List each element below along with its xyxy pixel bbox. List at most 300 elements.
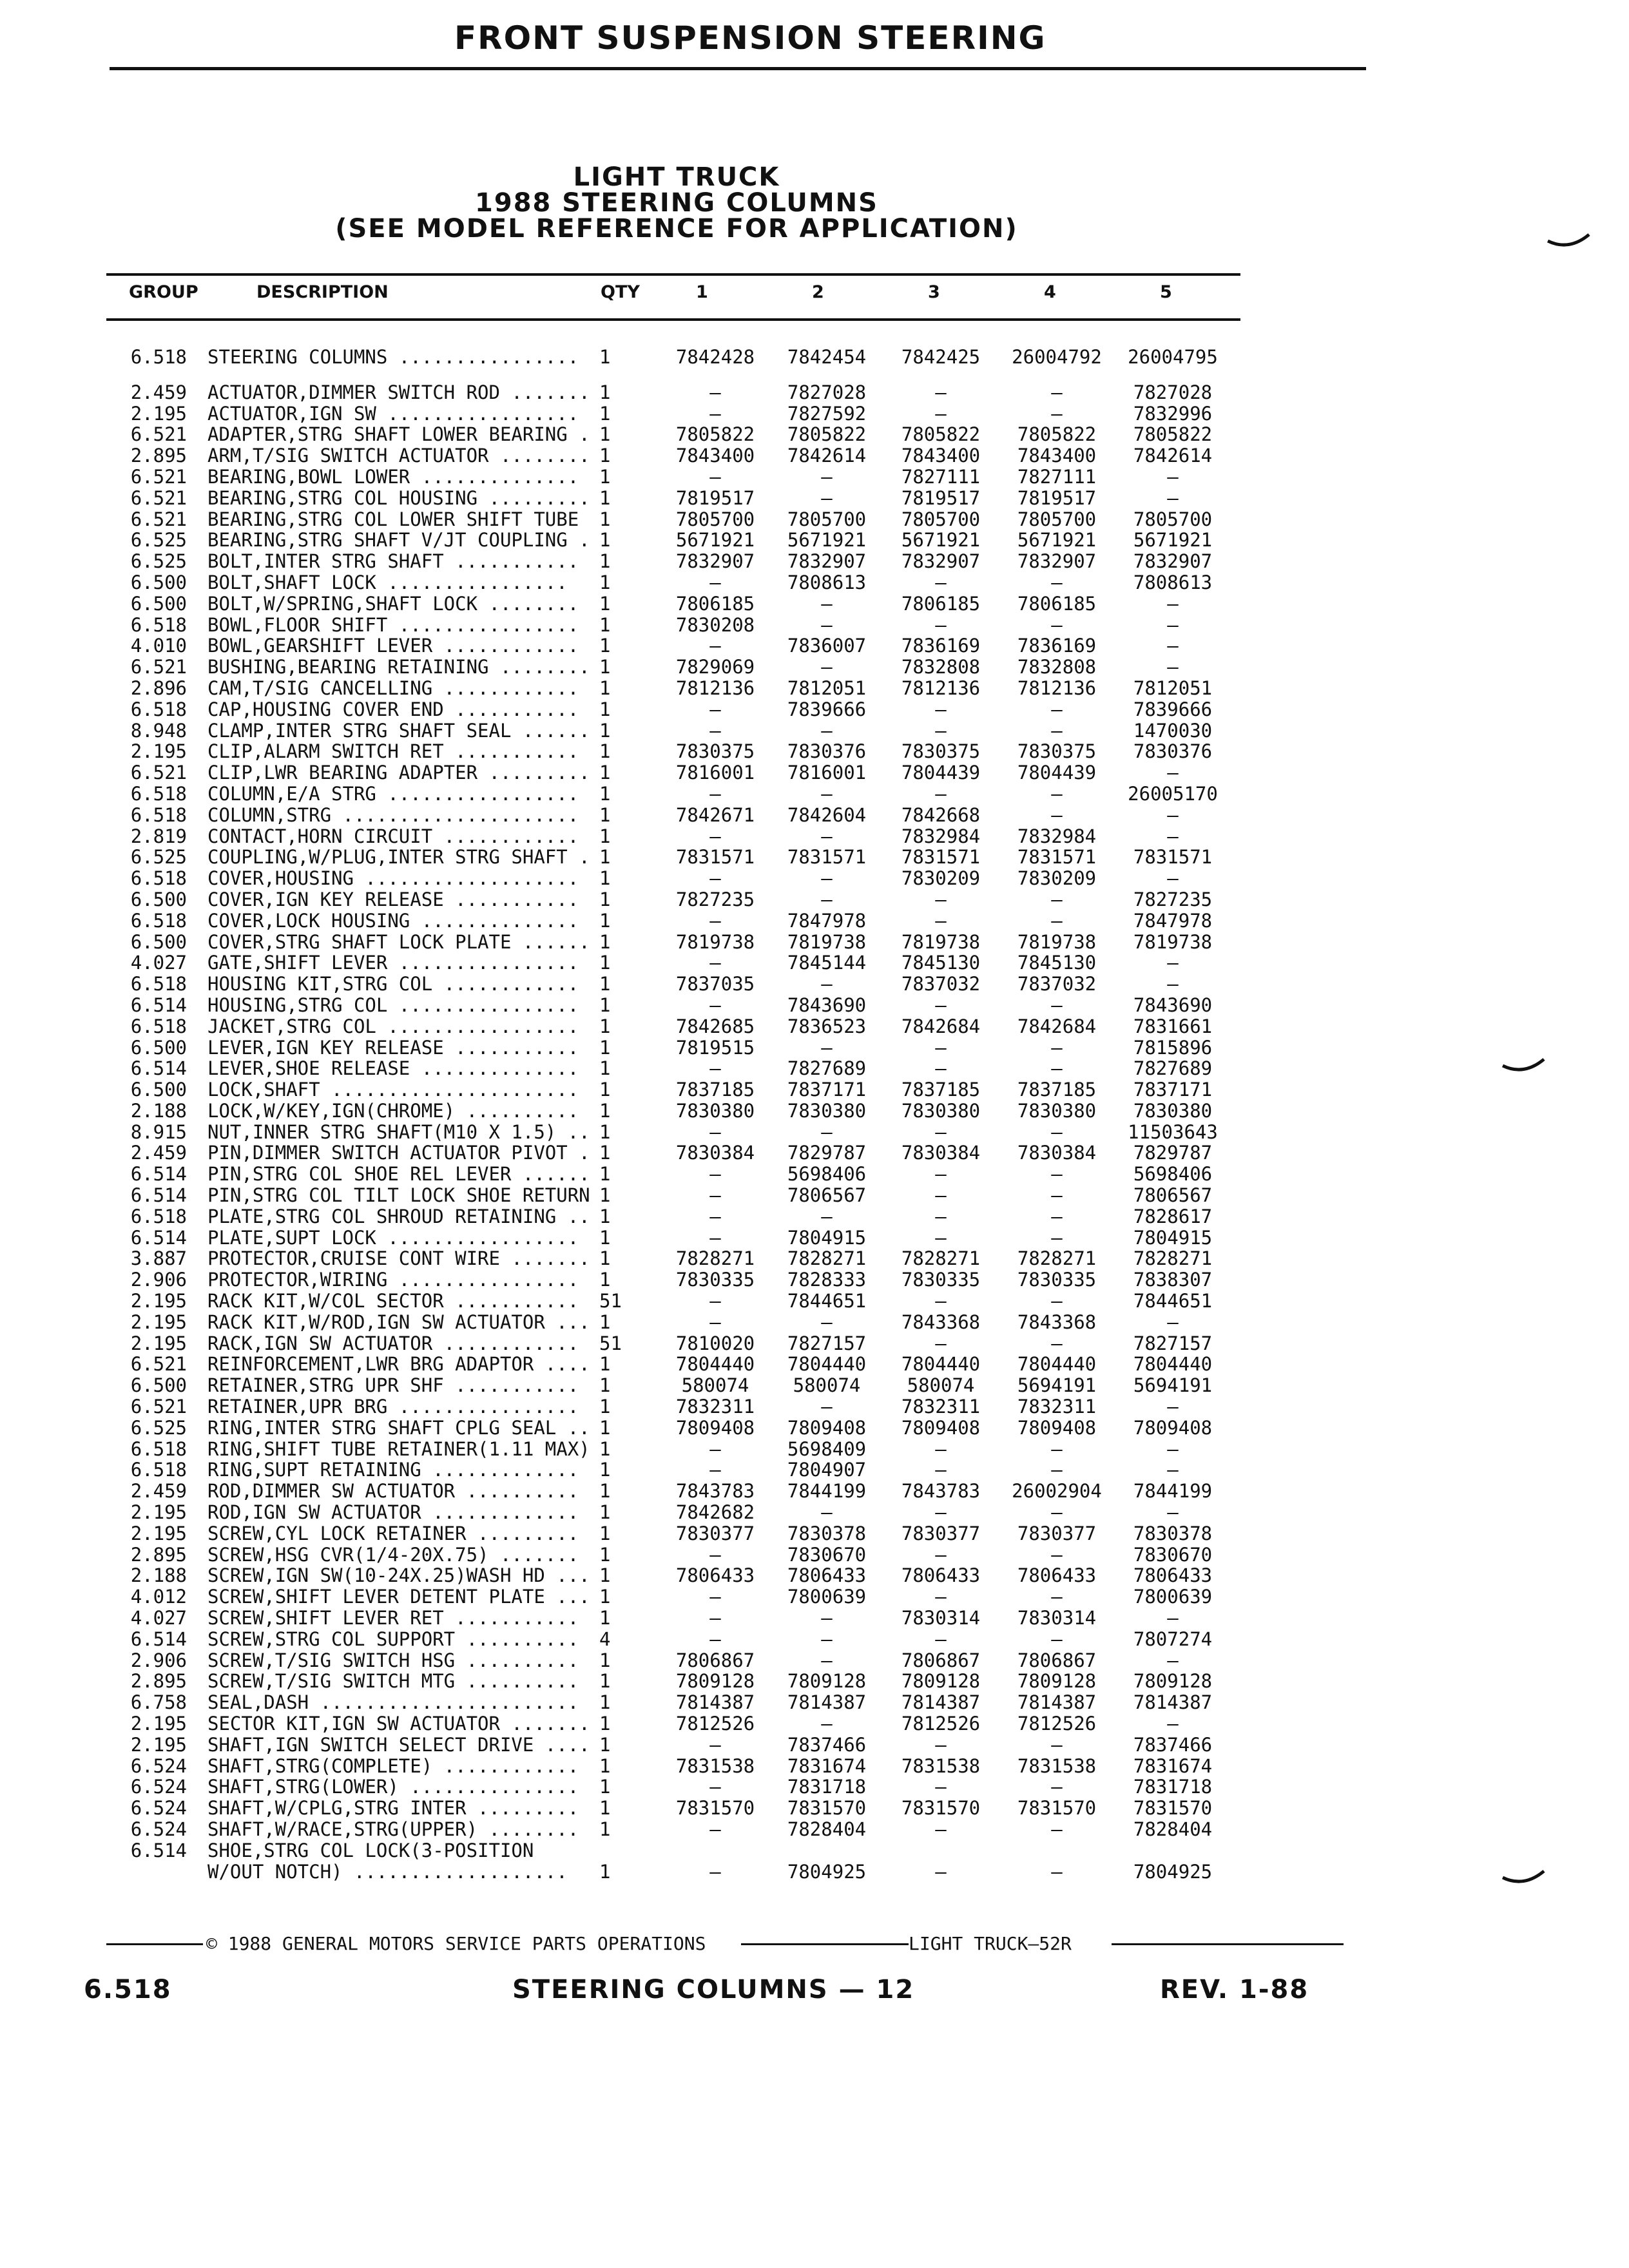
- row-qty: 1: [599, 1860, 611, 1883]
- row-part-3: —: [935, 1628, 947, 1650]
- row-part-1: 7810020: [675, 1332, 755, 1354]
- table-row: [0, 347, 1629, 368]
- table-row: [0, 1354, 1629, 1375]
- row-part-1: 7814387: [675, 1691, 755, 1714]
- row-qty: 1: [599, 1501, 611, 1524]
- table-row: [0, 1079, 1629, 1100]
- row-group: 2.195: [130, 1522, 187, 1544]
- row-part-3: —: [935, 719, 947, 742]
- row-group: 6.514: [130, 1163, 187, 1186]
- row-part-5: 7830380: [1133, 1099, 1213, 1122]
- row-part-5: 26005170: [1128, 782, 1218, 805]
- table-row: [0, 382, 1629, 403]
- row-part-5: 7827235: [1133, 888, 1213, 910]
- row-group: 2.195: [130, 402, 187, 425]
- row-qty: 1: [599, 423, 611, 446]
- row-part-4: 5694191: [1017, 1374, 1097, 1397]
- row-description: SHAFT,STRG(COMPLETE) ............: [207, 1755, 579, 1777]
- row-group: 6.514: [130, 1839, 187, 1861]
- row-qty: 1: [599, 973, 611, 995]
- row-group: 6.500: [130, 571, 187, 593]
- row-group: 6.758: [130, 1691, 187, 1714]
- footer-copyright: © 1988 GENERAL MOTORS SERVICE PARTS OPERATIONS: [206, 1933, 706, 1954]
- row-part-2: —: [821, 613, 833, 636]
- row-part-4: 7832808: [1017, 656, 1097, 678]
- row-qty: 1: [599, 1607, 611, 1629]
- row-part-4: 7830209: [1017, 867, 1097, 890]
- row-part-5: 7806433: [1133, 1564, 1213, 1587]
- row-part-2: 7828333: [787, 1269, 867, 1291]
- row-part-2: 7827157: [787, 1332, 867, 1354]
- row-qty: 1: [599, 1670, 611, 1693]
- row-part-4: 7812526: [1017, 1713, 1097, 1735]
- row-part-1: 7830208: [675, 613, 755, 636]
- table-row: [0, 403, 1629, 425]
- row-part-1: 7806867: [675, 1649, 755, 1671]
- row-part-5: —: [1167, 613, 1179, 636]
- row-part-5: 7844199: [1133, 1480, 1213, 1503]
- col-head-2: 2: [812, 282, 824, 302]
- row-qty: 51: [599, 1290, 622, 1312]
- row-group: 6.500: [130, 930, 187, 953]
- row-group: 6.518: [130, 1015, 187, 1037]
- row-description: RACK KIT,W/COL SECTOR ...........: [207, 1291, 579, 1312]
- row-part-2: 7831674: [787, 1754, 867, 1777]
- row-description: BEARING,STRG SHAFT V/JT COUPLING .: [207, 530, 590, 552]
- table-row: [0, 1544, 1629, 1566]
- row-part-2: 7832907: [787, 550, 867, 573]
- row-part-1: —: [709, 1459, 721, 1481]
- table-row: [0, 488, 1629, 509]
- row-description: BOWL,FLOOR SHIFT ................: [207, 614, 579, 636]
- row-part-4: 7842684: [1017, 1015, 1097, 1037]
- row-group: 2.459: [130, 1480, 187, 1503]
- row-description: RING,SUPT RETAINING .............: [207, 1459, 579, 1481]
- row-part-5: 7804915: [1133, 1226, 1213, 1249]
- row-part-2: 7804925: [787, 1860, 867, 1883]
- row-group: 6.500: [130, 592, 187, 615]
- footer-page: STEERING COLUMNS — 12: [512, 1975, 915, 2004]
- row-part-2: 7831571: [787, 846, 867, 869]
- table-row: [0, 1100, 1629, 1122]
- row-part-5: —: [1167, 486, 1179, 509]
- row-part-2: 7805700: [787, 508, 867, 530]
- row-part-3: 7830377: [901, 1522, 981, 1544]
- row-part-5: 7844651: [1133, 1290, 1213, 1312]
- row-part-1: 7830375: [675, 740, 755, 763]
- row-part-5: 7838307: [1133, 1269, 1213, 1291]
- row-part-1: 7819517: [675, 486, 755, 509]
- table-row: [0, 657, 1629, 678]
- row-qty: 1: [599, 825, 611, 847]
- row-part-3: —: [935, 1036, 947, 1059]
- row-part-1: —: [709, 1290, 721, 1312]
- row-part-3: 7830335: [901, 1269, 981, 1291]
- table-row: [0, 1164, 1629, 1185]
- row-part-1: —: [709, 1311, 721, 1333]
- row-part-1: 7842682: [675, 1501, 755, 1524]
- row-part-3: 7831571: [901, 846, 981, 869]
- row-part-1: 7812526: [675, 1713, 755, 1735]
- header-rule-bottom: [106, 318, 1240, 321]
- row-part-3: 7830209: [901, 867, 981, 890]
- row-qty: 1: [599, 550, 611, 573]
- row-description: SCREW,SHIFT LEVER RET ...........: [207, 1608, 579, 1629]
- row-group: 6.521: [130, 762, 187, 784]
- row-part-3: —: [935, 782, 947, 805]
- row-group: 4.027: [130, 1607, 187, 1629]
- table-titles: [110, 164, 1244, 242]
- row-part-2: 7845144: [787, 952, 867, 974]
- row-part-3: 7832907: [901, 550, 981, 573]
- row-part-4: 7828271: [1017, 1247, 1097, 1270]
- row-part-1: —: [709, 402, 721, 425]
- row-part-2: 7827028: [787, 381, 867, 403]
- table-row: [0, 1439, 1629, 1460]
- row-part-3: 7837185: [901, 1079, 981, 1101]
- row-qty: 1: [599, 952, 611, 974]
- row-group: 6.524: [130, 1776, 187, 1798]
- table-row: [0, 1016, 1629, 1037]
- row-part-5: —: [1167, 867, 1179, 890]
- row-qty: 51: [599, 1332, 622, 1354]
- row-part-3: 7843783: [901, 1480, 981, 1503]
- table-row: [0, 1037, 1629, 1059]
- row-part-3: 7837032: [901, 973, 981, 995]
- row-part-1: 7842428: [675, 346, 755, 368]
- row-part-1: —: [709, 1628, 721, 1650]
- row-part-3: 7806185: [901, 592, 981, 615]
- table-row: [0, 1608, 1629, 1629]
- row-part-3: —: [935, 698, 947, 720]
- row-group: 2.195: [130, 1501, 187, 1524]
- row-group: 2.895: [130, 445, 187, 467]
- row-part-4: —: [1051, 1628, 1063, 1650]
- row-part-3: 7819517: [901, 486, 981, 509]
- row-description: NUT,INNER STRG SHAFT(M10 X 1.5) ..: [207, 1121, 590, 1143]
- row-part-3: —: [935, 909, 947, 932]
- row-group: 2.195: [130, 1713, 187, 1735]
- row-part-5: 7830378: [1133, 1522, 1213, 1544]
- row-part-4: —: [1051, 381, 1063, 403]
- footer-section: LIGHT TRUCK—52R: [909, 1933, 1072, 1954]
- row-group: 6.514: [130, 1628, 187, 1650]
- row-group: 2.195: [130, 1332, 187, 1354]
- row-group: 6.521: [130, 656, 187, 678]
- row-part-2: 7830376: [787, 740, 867, 763]
- table-row: [0, 1312, 1629, 1333]
- row-group: 6.518: [130, 346, 187, 368]
- row-qty: 1: [599, 1015, 611, 1037]
- row-qty: 1: [599, 1353, 611, 1376]
- row-part-4: 7831570: [1017, 1797, 1097, 1820]
- row-description: PLATE,SUPT LOCK .................: [207, 1227, 579, 1249]
- row-part-3: —: [935, 1184, 947, 1207]
- row-part-2: 7828271: [787, 1247, 867, 1270]
- row-part-2: 7814387: [787, 1691, 867, 1714]
- row-part-1: —: [709, 1163, 721, 1186]
- row-part-1: 7831538: [675, 1754, 755, 1777]
- row-part-2: 7837466: [787, 1733, 867, 1756]
- row-part-2: —: [821, 867, 833, 890]
- row-part-3: —: [935, 402, 947, 425]
- row-part-1: —: [709, 719, 721, 742]
- row-part-2: 7827592: [787, 402, 867, 425]
- row-qty: 1: [599, 698, 611, 720]
- row-part-5: —: [1167, 1437, 1179, 1460]
- row-qty: 1: [599, 1437, 611, 1460]
- row-part-3: 7827111: [901, 465, 981, 488]
- row-part-2: —: [821, 486, 833, 509]
- row-description: W/OUT NOTCH) ...................: [207, 1861, 568, 1883]
- row-part-4: —: [1051, 909, 1063, 932]
- row-part-3: 7812136: [901, 677, 981, 699]
- row-description: BOWL,GEARSHIFT LEVER ............: [207, 635, 579, 657]
- row-part-5: 7828617: [1133, 1205, 1213, 1227]
- title-line-2: 1988 STEERING COLUMNS: [475, 188, 878, 218]
- row-part-4: 7812136: [1017, 677, 1097, 699]
- table-row: [0, 1523, 1629, 1544]
- table-row: [0, 1502, 1629, 1523]
- row-part-3: 7805700: [901, 508, 981, 530]
- row-part-4: 26002904: [1012, 1480, 1102, 1503]
- row-part-2: 7830380: [787, 1099, 867, 1122]
- row-qty: 1: [599, 381, 611, 403]
- row-part-5: 7806567: [1133, 1184, 1213, 1207]
- table-row: [0, 720, 1629, 742]
- row-part-5: 7832907: [1133, 550, 1213, 573]
- row-part-3: 7831570: [901, 1797, 981, 1820]
- row-part-5: —: [1167, 762, 1179, 784]
- row-part-4: —: [1051, 1163, 1063, 1186]
- row-part-4: —: [1051, 402, 1063, 425]
- row-part-3: —: [935, 1163, 947, 1186]
- row-description: SCREW,STRG COL SUPPORT ..........: [207, 1628, 579, 1650]
- table-row: [0, 1650, 1629, 1671]
- row-part-1: 7829069: [675, 656, 755, 678]
- row-group: 2.459: [130, 1142, 187, 1164]
- row-part-3: —: [935, 1057, 947, 1080]
- row-qty: 1: [599, 1079, 611, 1101]
- row-part-4: —: [1051, 1543, 1063, 1566]
- row-part-2: 7844651: [787, 1290, 867, 1312]
- row-part-3: 580074: [907, 1374, 975, 1397]
- row-qty: 1: [599, 782, 611, 805]
- row-qty: 1: [599, 1163, 611, 1186]
- row-part-2: 7819738: [787, 930, 867, 953]
- row-qty: 1: [599, 1374, 611, 1397]
- table-row: [0, 1713, 1629, 1735]
- row-qty: 1: [599, 1754, 611, 1777]
- col-head-1: 1: [696, 282, 708, 302]
- row-part-1: 7809128: [675, 1670, 755, 1693]
- row-part-3: —: [935, 1818, 947, 1840]
- row-part-5: 7831674: [1133, 1754, 1213, 1777]
- row-description: SEAL,DASH .......................: [207, 1692, 579, 1713]
- row-part-4: —: [1051, 1205, 1063, 1227]
- row-part-4: —: [1051, 1818, 1063, 1840]
- row-group: 2.895: [130, 1670, 187, 1693]
- row-description: SCREW,T/SIG SWITCH HSG ..........: [207, 1649, 579, 1671]
- row-part-3: 7843368: [901, 1311, 981, 1333]
- row-part-2: 7842614: [787, 445, 867, 467]
- row-part-5: 26004795: [1128, 346, 1218, 368]
- table-row: [0, 1756, 1629, 1777]
- row-part-1: —: [709, 1057, 721, 1080]
- row-qty: 1: [599, 1311, 611, 1333]
- row-part-3: 7814387: [901, 1691, 981, 1714]
- row-part-2: —: [821, 888, 833, 910]
- row-part-1: 7831570: [675, 1797, 755, 1820]
- row-description: SHAFT,W/RACE,STRG(UPPER) ........: [207, 1818, 579, 1840]
- row-part-3: 7830314: [901, 1607, 981, 1629]
- row-description: BEARING,STRG COL HOUSING .........: [207, 487, 590, 509]
- row-part-3: 7842425: [901, 346, 981, 368]
- row-part-2: —: [821, 465, 833, 488]
- row-part-4: 7845130: [1017, 952, 1097, 974]
- row-description: ADAPTER,STRG SHAFT LOWER BEARING .: [207, 424, 590, 446]
- row-part-1: 7830384: [675, 1142, 755, 1164]
- row-qty: 1: [599, 994, 611, 1016]
- row-group: 6.521: [130, 508, 187, 530]
- row-part-5: 7837466: [1133, 1733, 1213, 1756]
- row-group: 2.906: [130, 1269, 187, 1291]
- row-part-1: 580074: [681, 1374, 749, 1397]
- row-part-4: —: [1051, 1120, 1063, 1143]
- row-part-1: 7831571: [675, 846, 755, 869]
- margin-tick-mark: [1547, 232, 1592, 251]
- row-part-2: —: [821, 1628, 833, 1650]
- row-qty: 1: [599, 1120, 611, 1143]
- table-row: [0, 1418, 1629, 1439]
- table-row: [0, 868, 1629, 889]
- row-part-4: 7830375: [1017, 740, 1097, 763]
- row-group: 2.819: [130, 825, 187, 847]
- row-part-5: 1470030: [1133, 719, 1213, 742]
- row-group: 2.896: [130, 677, 187, 699]
- row-part-5: 7831718: [1133, 1776, 1213, 1798]
- row-part-4: —: [1051, 1437, 1063, 1460]
- row-description: RACK,IGN SW ACTUATOR ............: [207, 1332, 579, 1354]
- row-part-4: —: [1051, 1733, 1063, 1756]
- row-description: LOCK,SHAFT ......................: [207, 1079, 579, 1100]
- table-row: [0, 1861, 1629, 1883]
- row-qty: 1: [599, 677, 611, 699]
- row-part-5: —: [1167, 973, 1179, 995]
- row-group: 6.521: [130, 423, 187, 446]
- row-part-3: —: [935, 1501, 947, 1524]
- row-part-4: —: [1051, 1332, 1063, 1354]
- row-part-2: 7831570: [787, 1797, 867, 1820]
- row-group: 6.524: [130, 1818, 187, 1840]
- col-head-5: 5: [1160, 282, 1172, 302]
- row-part-2: 7804915: [787, 1226, 867, 1249]
- row-description: COLUMN,E/A STRG .................: [207, 783, 579, 805]
- row-part-4: 7805700: [1017, 508, 1097, 530]
- row-part-5: 7812051: [1133, 677, 1213, 699]
- row-part-2: 7805822: [787, 423, 867, 446]
- row-part-5: 7807274: [1133, 1628, 1213, 1650]
- row-part-1: —: [709, 1776, 721, 1798]
- row-description: CAP,HOUSING COVER END ...........: [207, 698, 579, 720]
- row-part-1: —: [709, 867, 721, 890]
- row-part-4: 7843400: [1017, 445, 1097, 467]
- row-part-5: 7815896: [1133, 1036, 1213, 1059]
- table-row: [0, 1798, 1629, 1819]
- row-qty: 1: [599, 1522, 611, 1544]
- row-group: 4.027: [130, 952, 187, 974]
- row-part-4: 7830314: [1017, 1607, 1097, 1629]
- table-row: [0, 1671, 1629, 1692]
- row-description: SCREW,T/SIG SWITCH MTG ..........: [207, 1671, 579, 1693]
- row-group: 3.887: [130, 1247, 187, 1270]
- row-qty: 1: [599, 1776, 611, 1798]
- row-group: 6.518: [130, 698, 187, 720]
- row-description: SHAFT,W/CPLG,STRG INTER .........: [207, 1798, 579, 1819]
- table-row: [0, 1735, 1629, 1756]
- row-qty: 1: [599, 1184, 611, 1207]
- row-part-2: 7828404: [787, 1818, 867, 1840]
- row-part-5: 7842614: [1133, 445, 1213, 467]
- row-group: 2.195: [130, 740, 187, 763]
- row-part-4: 7819738: [1017, 930, 1097, 953]
- row-part-2: —: [821, 825, 833, 847]
- row-part-1: 7806433: [675, 1564, 755, 1587]
- row-qty: 1: [599, 1691, 611, 1714]
- row-group: 6.518: [130, 973, 187, 995]
- row-part-3: 7828271: [901, 1247, 981, 1270]
- row-group: 6.518: [130, 867, 187, 890]
- row-part-3: —: [935, 994, 947, 1016]
- row-part-3: —: [935, 888, 947, 910]
- title-line-3: (SEE MODEL REFERENCE FOR APPLICATION): [335, 214, 1018, 244]
- row-part-5: 7804440: [1133, 1353, 1213, 1376]
- row-part-5: 7830670: [1133, 1543, 1213, 1566]
- row-part-4: —: [1051, 1501, 1063, 1524]
- row-part-3: 7830384: [901, 1142, 981, 1164]
- table-row: [0, 445, 1629, 466]
- row-part-1: —: [709, 1184, 721, 1207]
- row-description: BEARING,STRG COL LOWER SHIFT TUBE: [207, 508, 579, 530]
- row-part-1: —: [709, 1226, 721, 1249]
- row-part-1: 7832907: [675, 550, 755, 573]
- row-part-2: —: [821, 1713, 833, 1735]
- table-row: [0, 615, 1629, 636]
- row-part-1: 7827235: [675, 888, 755, 910]
- col-head-group: GROUP: [129, 282, 198, 302]
- table-row: [0, 1692, 1629, 1713]
- row-qty: 1: [599, 656, 611, 678]
- row-part-5: 7827157: [1133, 1332, 1213, 1354]
- row-qty: 1: [599, 867, 611, 890]
- row-group: 6.521: [130, 465, 187, 488]
- row-part-2: —: [821, 1036, 833, 1059]
- row-part-4: —: [1051, 1860, 1063, 1883]
- table-row: [0, 1459, 1629, 1481]
- row-part-5: 7804925: [1133, 1860, 1213, 1883]
- row-part-4: —: [1051, 613, 1063, 636]
- row-part-4: 7837032: [1017, 973, 1097, 995]
- row-qty: 1: [599, 1543, 611, 1566]
- row-part-1: 7809408: [675, 1416, 755, 1439]
- row-part-2: —: [821, 1501, 833, 1524]
- row-part-2: —: [821, 656, 833, 678]
- row-group: 2.906: [130, 1649, 187, 1671]
- row-qty: 1: [599, 1818, 611, 1840]
- row-group: 6.525: [130, 1416, 187, 1439]
- row-part-5: —: [1167, 803, 1179, 826]
- table-row: [0, 1629, 1629, 1650]
